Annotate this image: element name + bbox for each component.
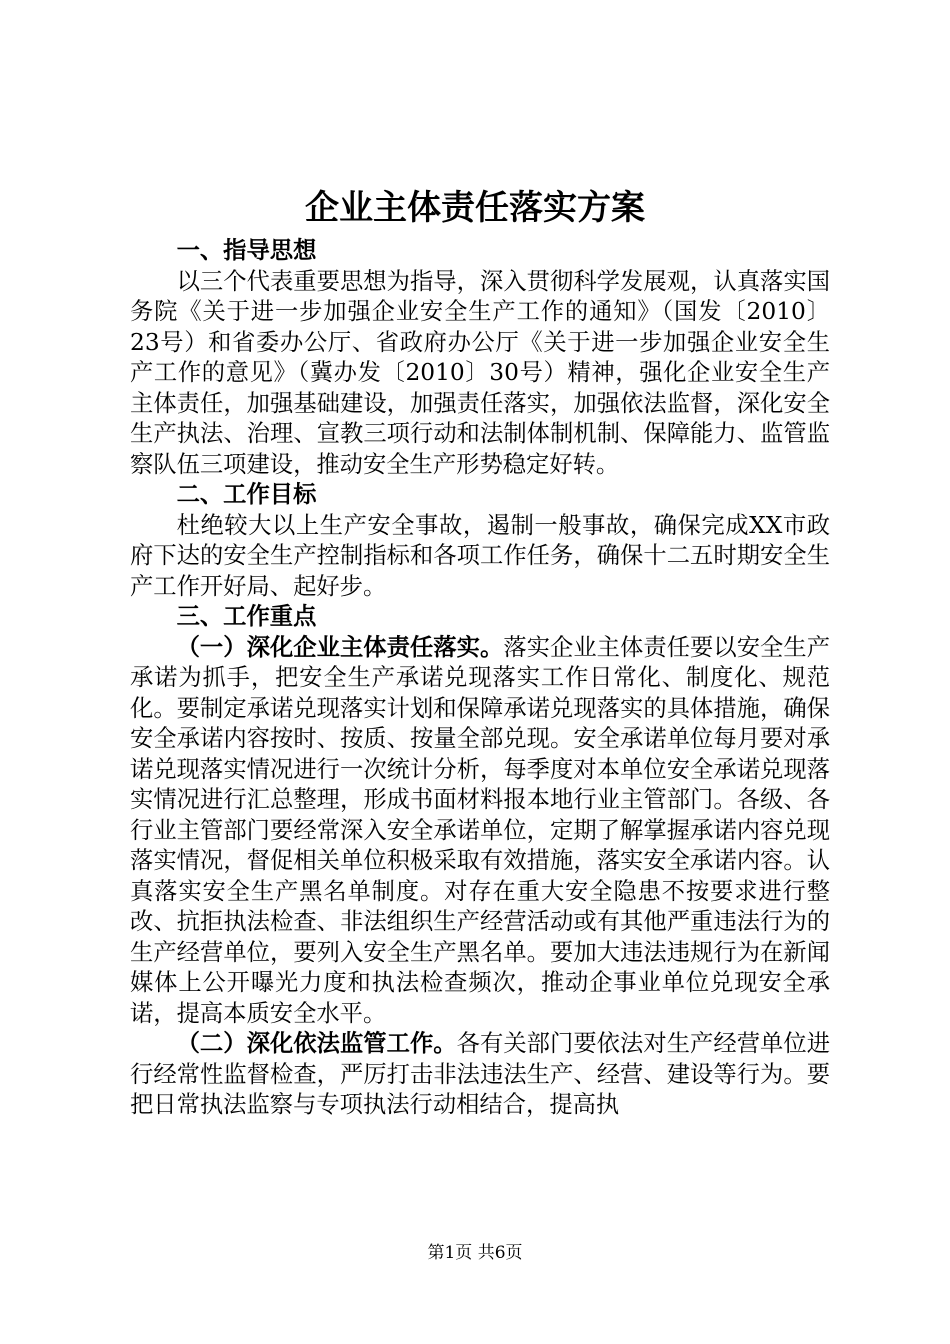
item-2-text: 各有关部门要依法对生产经营单位进行经常性监督检查，严厉打击非法违法生产、经营、建设等行为。要把日常执法监察与专项执法行动相结合，提高执 (130, 1030, 831, 1118)
section-heading-work-goals: 二、工作目标 (176, 481, 317, 508)
item-1-lead: （一）深化企业主体责任落实。 (176, 633, 504, 661)
paragraph-item-1 (130, 633, 830, 1030)
document-title: 企业主体责任落实方案 (305, 188, 645, 228)
paragraph-work-goals: 杜绝较大以上生产安全事故，遏制一般事故，确保完成XX市政府下达的安全生产控制指标和各项工作任务，确保十二五时期安全生产工作开好局、起好步。 (130, 511, 830, 600)
item-2-lead: （二）深化依法监管工作。 (176, 1030, 457, 1057)
paragraph-guiding-thought: 以三个代表重要思想为指导，深入贯彻科学发展观，认真落实国务院《关于进一步加强企业安全生产工作的通知》（国发〔2010〕23号）和省委办公厅、省政府办公厅《关于进一步加强企业安全生产工作的意见》（冀办发〔2010〕30号）精神，强化企业安全生产主体责任，加强基础建设，加强责任落实，加强依法监督，深化安全生产执法、治理、宣教三项行动和法制体制机制、保障能力、监管监察队伍三项建设，推动安全生产形势稳定好转。 (130, 267, 830, 478)
paragraph-item-2 (130, 1029, 830, 1121)
item-1-text: 落实企业主体责任要以安全生产承诺为抓手，把安全生产承诺兑现落实工作日常化、制度化、规范化。要制定承诺兑现落实计划和保障承诺兑现落实的具体措施，确保安全承诺内容按时、按质、按量全部兑现。安全承诺单位每月要对承诺兑现落实情况进行一次统计分析，每季度对本单位安全承诺兑现落实情况进行汇总整理，形成书面材料报本地行业主管部门。各级、各行业主管部门要经常深入安全承诺单位，定期了解掌握承诺内容兑现落实情况，督促相关单位积极采取有效措施，落实安全承诺内容。认真落实安全生产黑名单制度。对存在重大安全隐患不按要求进行整改、抗拒执法检查、非法组织生产经营活动或有其他严重违法行为的生产经营单位，要列入安全生产黑名单。要加大违法违规行为在新闻媒体上公开曝光力度和执法检查频次，推动企事业单位兑现安全承诺，提高本质安全水平。 (130, 633, 831, 1027)
document-body (130, 236, 830, 1121)
section-heading-guiding-thought: 一、指导思想 (176, 237, 317, 264)
section-heading-work-focus: 三、工作重点 (176, 603, 317, 630)
page-footer: 第1页 共6页 (427, 1243, 523, 1263)
